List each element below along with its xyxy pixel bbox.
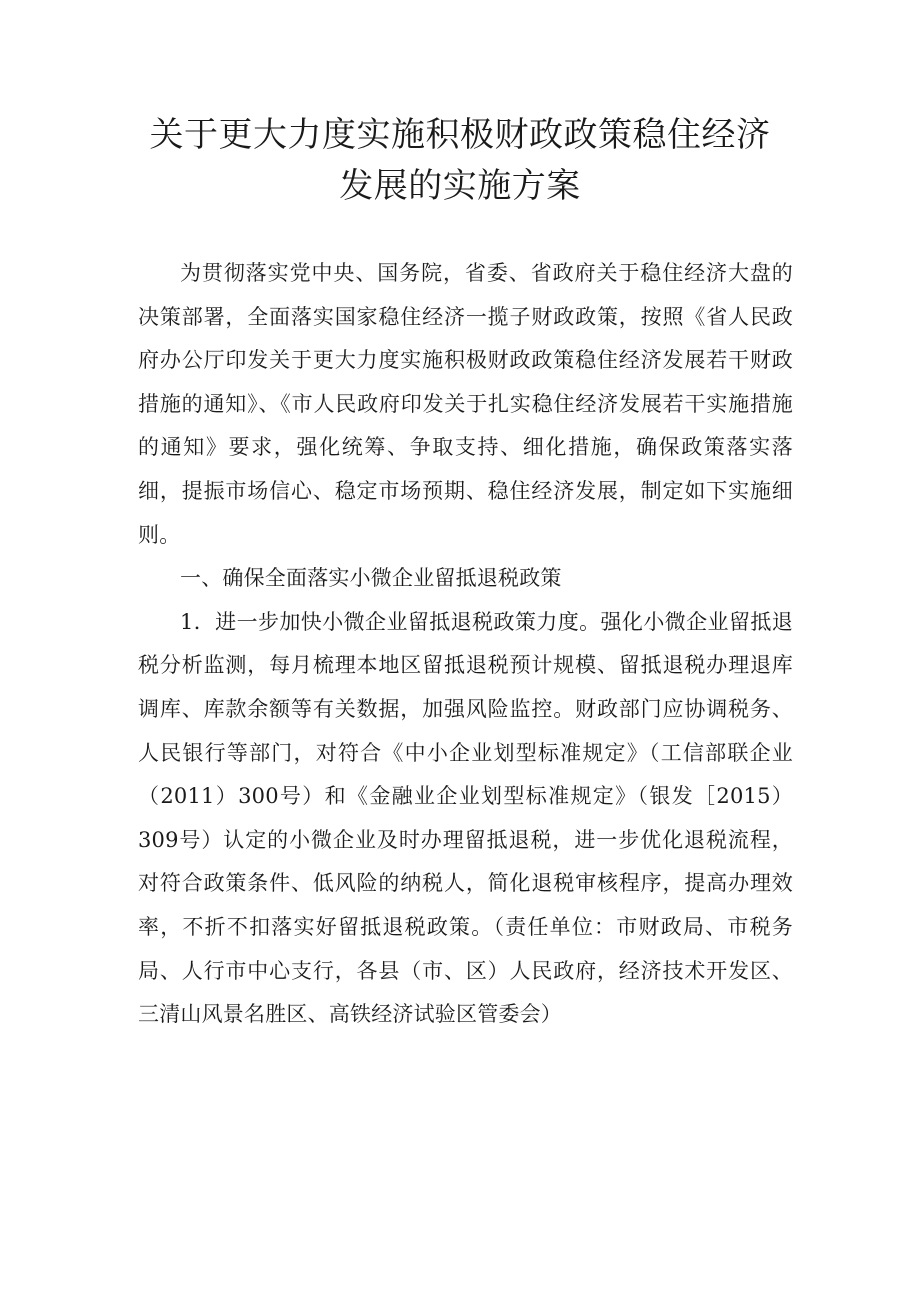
- document-body: [138, 252, 793, 1037]
- item-paragraph: 1．进一步加快小微企业留抵退税政策力度。强化小微企业留抵退税分析监测，每月梳理本地区留抵退税预计规模、留抵退税办理退库调库、库款余额等有关数据，加强风险监控。财政部门应协调税务、人民银行等部门，对符合《中小企业划型标准规定》（工信部联企业（2011）300号）和《金融业企业划型标准规定》（银发［2015）309号）认定的小微企业及时办理留抵退税，进一步优化退税流程，对符合政策条件、低风险的纳税人，简化退税审核程序，提高办理效率，不折不扣落实好留抵退税政策。（责任单位：市财政局、市税务局、人行市中心支行，各县（市、区）人民政府，经济技术开发区、三清山风景名胜区、高铁经济试验区管委会）: [138, 609, 793, 1027]
- title-line-1: 关于更大力度实施积极财政政策稳住经济: [149, 115, 771, 155]
- intro-paragraph: 为贯彻落实党中央、国务院，省委、省政府关于稳住经济大盘的决策部署，全面落实国家稳住经济一揽子财政政策，按照《省人民政府办公厅印发关于更大力度实施积极财政政策稳住经济发展若干财政措施的通知》、《市人民政府印发关于扎实稳住经济发展若干实施措施的通知》要求，强化统筹、争取支持、细化措施，确保政策落实落细，提振市场信心、稳定市场预期、稳住经济发展，制定如下实施细则。: [138, 261, 793, 547]
- section-heading: 一、确保全面落实小微企业留抵退税政策: [180, 566, 562, 591]
- title-line-2: 发展的实施方案: [339, 166, 581, 206]
- document-title: [100, 110, 820, 212]
